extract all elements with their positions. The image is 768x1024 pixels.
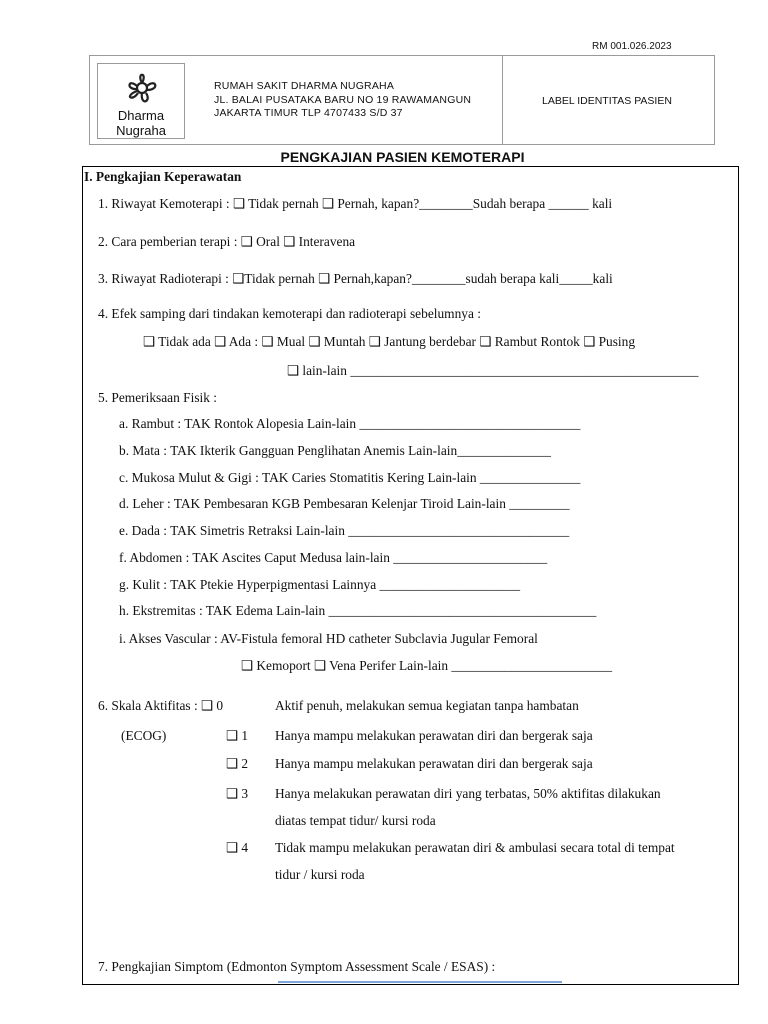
- ecog-1-checkbox[interactable]: ❑ 1: [226, 728, 249, 743]
- fisik-mata[interactable]: b. Mata : TAK Ikterik Gangguan Penglihatan Anemis Lain-lain______________: [119, 443, 551, 458]
- cara-pemberian-terapi[interactable]: 2. Cara pemberian terapi : ❑ Oral ❑ Interavena: [98, 234, 356, 249]
- flower-icon: [122, 70, 162, 106]
- pengkajian-simptom-heading: 7. Pengkajian Simptom (Edmonton Symptom Assessment Scale / ESAS) :: [98, 959, 496, 974]
- patient-label-area: LABEL IDENTITAS PASIEN: [542, 95, 672, 107]
- document-number: RM 001.026.2023: [592, 41, 672, 52]
- ecog-2-checkbox[interactable]: ❑ 2: [226, 756, 249, 771]
- ecog-sublabel: (ECOG): [121, 728, 167, 743]
- ecog-4-checkbox[interactable]: ❑ 4: [226, 840, 249, 855]
- section-heading: I. Pengkajian Keperawatan: [84, 169, 242, 184]
- ecog-label: 6. Skala Aktifitas : ❑ 0: [98, 698, 224, 713]
- fisik-dada[interactable]: e. Dada : TAK Simetris Retraksi Lain-lain _________________________________: [119, 523, 570, 538]
- esas-table-edge: [278, 981, 562, 983]
- page-title: PENGKAJIAN PASIEN KEMOTERAPI: [280, 149, 525, 165]
- logo-text: Dharma Nugraha: [116, 108, 166, 138]
- header-divider: [502, 56, 503, 144]
- ecog-4-text: Tidak mampu melakukan perawatan diri & ambulasi secara total di tempat: [275, 840, 675, 855]
- fisik-rambut[interactable]: a. Rambut : TAK Rontok Alopesia Lain-lain _________________________________: [119, 416, 581, 431]
- hospital-address: RUMAH SAKIT DHARMA NUGRAHA JL. BALAI PUSATAKA BARU NO 19 RAWAMANGUN JAKARTA TIMUR TLP 4707433 S/D 37: [214, 80, 472, 119]
- fisik-abdomen[interactable]: f. Abdomen : TAK Ascites Caput Medusa lain-lain _______________________: [119, 550, 548, 565]
- akses-vascular-2[interactable]: ❑ Kemoport ❑ Vena Perifer Lain-lain ________________________: [241, 658, 613, 673]
- ecog-2-text: Hanya mampu melakukan perawatan diri dan bergerak saja: [275, 756, 593, 771]
- ecog-3-checkbox[interactable]: ❑ 3: [226, 786, 249, 801]
- fisik-ekstremitas[interactable]: h. Ekstremitas : TAK Edema Lain-lain ________________________________________: [119, 603, 597, 618]
- ecog-0-text: Aktif penuh, melakukan semua kegiatan tanpa hambatan: [275, 698, 579, 713]
- akses-vascular[interactable]: i. Akses Vascular : AV-Fistula femoral HD catheter Subclavia Jugular Femoral: [119, 631, 538, 646]
- riwayat-kemoterapi[interactable]: 1. Riwayat Kemoterapi : ❑ Tidak pernah ❑ Pernah, kapan?________Sudah berapa ______ kali: [98, 196, 613, 211]
- fisik-leher[interactable]: d. Leher : TAK Pembesaran KGB Pembesaran Kelenjar Tiroid Lain-lain _________: [119, 496, 570, 511]
- ecog-4-text-cont: tidur / kursi roda: [275, 867, 365, 882]
- riwayat-radioterapi[interactable]: 3. Riwayat Radioterapi : ❑Tidak pernah ❑ Pernah,kapan?________sudah berapa kali_____kali: [98, 271, 613, 286]
- fisik-mukosa[interactable]: c. Mukosa Mulut & Gigi : TAK Caries Stomatitis Kering Lain-lain _______________: [119, 470, 581, 485]
- ecog-3-text: Hanya melakukan perawatan diri yang terbatas, 50% aktifitas dilakukan: [275, 786, 661, 801]
- ecog-1-text: Hanya mampu melakukan perawatan diri dan bergerak saja: [275, 728, 593, 743]
- form-frame: [82, 166, 739, 985]
- efek-samping-options[interactable]: ❑ Tidak ada ❑ Ada : ❑ Mual ❑ Muntah ❑ Jantung berdebar ❑ Rambut Rontok ❑ Pusing: [143, 334, 636, 349]
- header-box: [89, 55, 715, 145]
- ecog-3-text-cont: diatas tempat tidur/ kursi roda: [275, 813, 436, 828]
- efek-samping-lain[interactable]: ❑ lain-lain ____________________________________________________: [287, 363, 699, 378]
- fisik-kulit[interactable]: g. Kulit : TAK Ptekie Hyperpigmentasi Lainnya _____________________: [119, 577, 521, 592]
- efek-samping-label: 4. Efek samping dari tindakan kemoterapi dan radioterapi sebelumnya :: [98, 306, 481, 321]
- hospital-logo: [97, 63, 185, 139]
- pemeriksaan-fisik-label: 5. Pemeriksaan Fisik :: [98, 390, 218, 405]
